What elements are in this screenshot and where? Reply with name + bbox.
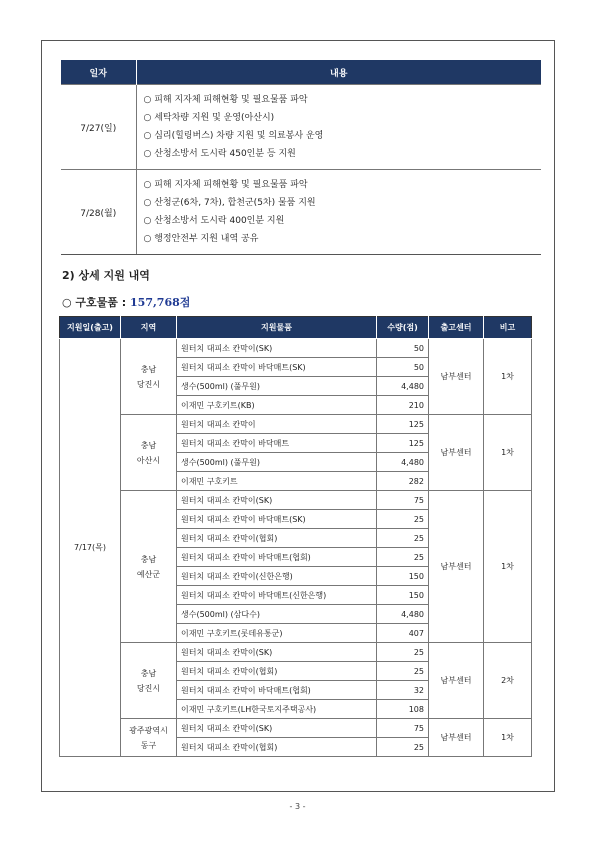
item-qty-cell: 25 [377,662,429,681]
item-name-cell: 원터치 대피소 칸막이(협회) [177,662,377,681]
schedule-table [61,60,541,255]
detail-header-item: 지원물품 [177,317,377,339]
center-cell: 남부센터 [429,643,484,719]
item-name-cell: 생수(500ml) (풀무원) [177,453,377,472]
item-qty-cell: 210 [377,396,429,415]
detail-header-row [60,317,532,339]
note-cell: 1차 [484,339,532,415]
item-qty-cell: 50 [377,358,429,377]
item-qty-cell: 4,480 [377,453,429,472]
item-qty-cell: 150 [377,567,429,586]
region-line: 예산군 [136,569,161,579]
schedule-item: ○ 심리(힐링버스) 차량 지원 및 의료봉사 운영 [143,131,324,141]
item-qty-cell: 25 [377,510,429,529]
schedule-item: ○ 피해 지자체 피해현황 및 필요물품 파악 [143,180,308,190]
schedule-content [136,85,541,170]
item-qty-cell: 282 [377,472,429,491]
table-row [60,491,532,510]
item-name-cell: 이재민 구호키트(롯데유통군) [177,624,377,643]
item-qty-cell: 108 [377,700,429,719]
item-qty-cell: 4,480 [377,377,429,396]
item-name-cell: 원터치 대피소 칸막이(SK) [177,491,377,510]
region-cell [121,339,177,415]
detail-header-qty: 수량(점) [377,317,429,339]
detail-header-note: 비고 [484,317,532,339]
item-name-cell: 이재민 구호키트(KB) [177,396,377,415]
note-cell: 1차 [484,415,532,491]
item-qty-cell: 4,480 [377,605,429,624]
item-qty-cell: 25 [377,529,429,548]
region-cell [121,643,177,719]
item-name-cell: 원터치 대피소 칸막이(SK) [177,339,377,358]
relief-goods-summary [62,294,190,310]
item-name-cell: 원터치 대피소 칸막이 바닥매트(SK) [177,358,377,377]
schedule-date: 7/27(일) [61,85,136,170]
region-line: 충남 [140,440,157,450]
item-name-cell: 생수(500ml) (풀무원) [177,377,377,396]
item-name-cell: 원터치 대피소 칸막이 [177,415,377,434]
item-qty-cell: 150 [377,586,429,605]
center-cell: 남부센터 [429,491,484,643]
region-cell [121,415,177,491]
region-line: 충남 [140,364,157,374]
item-name-cell: 생수(500ml) (삼다수) [177,605,377,624]
region-line: 아산시 [136,455,161,465]
relief-goods-label: ○ 구호물품 : [62,296,127,309]
region-cell [121,491,177,643]
item-qty-cell: 50 [377,339,429,358]
region-line: 동구 [140,740,157,750]
item-qty-cell: 75 [377,491,429,510]
detail-header-center: 출고센터 [429,317,484,339]
schedule-date: 7/28(월) [61,170,136,255]
item-qty-cell: 407 [377,624,429,643]
item-qty-cell: 25 [377,738,429,757]
schedule-item: ○ 행정안전부 지원 내역 공유 [143,234,259,244]
schedule-item: ○ 피해 지자체 피해현황 및 필요물품 파악 [143,95,308,105]
item-name-cell: 원터치 대피소 칸막이 바닥매트(신한은행) [177,586,377,605]
table-row [60,719,532,738]
detail-header-region: 지역 [121,317,177,339]
center-cell: 남부센터 [429,339,484,415]
item-name-cell: 원터치 대피소 칸막이 바닥매트(협회) [177,548,377,567]
item-qty-cell: 25 [377,643,429,662]
item-qty-cell: 32 [377,681,429,700]
item-name-cell: 원터치 대피소 칸막이(협회) [177,738,377,757]
item-name-cell: 원터치 대피소 칸막이 바닥매트(SK) [177,510,377,529]
schedule-content [136,170,541,255]
item-name-cell: 이재민 구호키트(LH한국토지주택공사) [177,700,377,719]
schedule-row [61,170,541,255]
item-name-cell: 원터치 대피소 칸막이(신한은행) [177,567,377,586]
item-qty-cell: 25 [377,548,429,567]
region-line: 충남 [140,668,157,678]
detail-header-date: 지원일(출고) [60,317,121,339]
note-cell: 1차 [484,491,532,643]
note-cell: 1차 [484,719,532,757]
schedule-header-content: 내용 [136,60,541,85]
item-name-cell: 원터치 대피소 칸막이 바닥매트(협회) [177,681,377,700]
center-cell: 남부센터 [429,719,484,757]
item-name-cell: 원터치 대피소 칸막이(협회) [177,529,377,548]
schedule-item: ○ 산청소방서 도시락 450인분 등 지원 [143,149,296,159]
section-heading: 2) 상세 지원 내역 [62,269,150,282]
schedule-item: ○ 세탁차량 지원 및 운영(아산시) [143,113,275,123]
item-qty-cell: 125 [377,434,429,453]
item-name-cell: 원터치 대피소 칸막이(SK) [177,643,377,662]
item-name-cell: 이재민 구호키트 [177,472,377,491]
detail-body [60,339,532,757]
schedule-item: ○ 산청소방서 도시락 400인분 지원 [143,216,285,226]
page-number: - 3 - [289,802,306,811]
schedule-header-date: 일자 [61,60,136,85]
note-cell: 2차 [484,643,532,719]
schedule-item: ○ 산청군(6차, 7차), 합천군(5차) 물품 지원 [143,198,316,208]
region-line: 충남 [140,554,157,564]
schedule-row [61,85,541,170]
region-line: 당진시 [136,379,161,389]
region-line: 광주광역시 [129,725,168,735]
relief-goods-total: 157,768점 [130,296,191,309]
region-line: 당진시 [136,683,161,693]
center-cell: 남부센터 [429,415,484,491]
item-qty-cell: 75 [377,719,429,738]
detail-table [59,316,532,757]
item-name-cell: 원터치 대피소 칸막이(SK) [177,719,377,738]
item-name-cell: 원터치 대피소 칸막이 바닥매트 [177,434,377,453]
support-date-cell: 7/17(목) [60,339,121,757]
schedule-header-row [61,60,541,85]
table-row [60,415,532,434]
table-row [60,643,532,662]
item-qty-cell: 125 [377,415,429,434]
table-row [60,339,532,358]
region-cell [121,719,177,757]
